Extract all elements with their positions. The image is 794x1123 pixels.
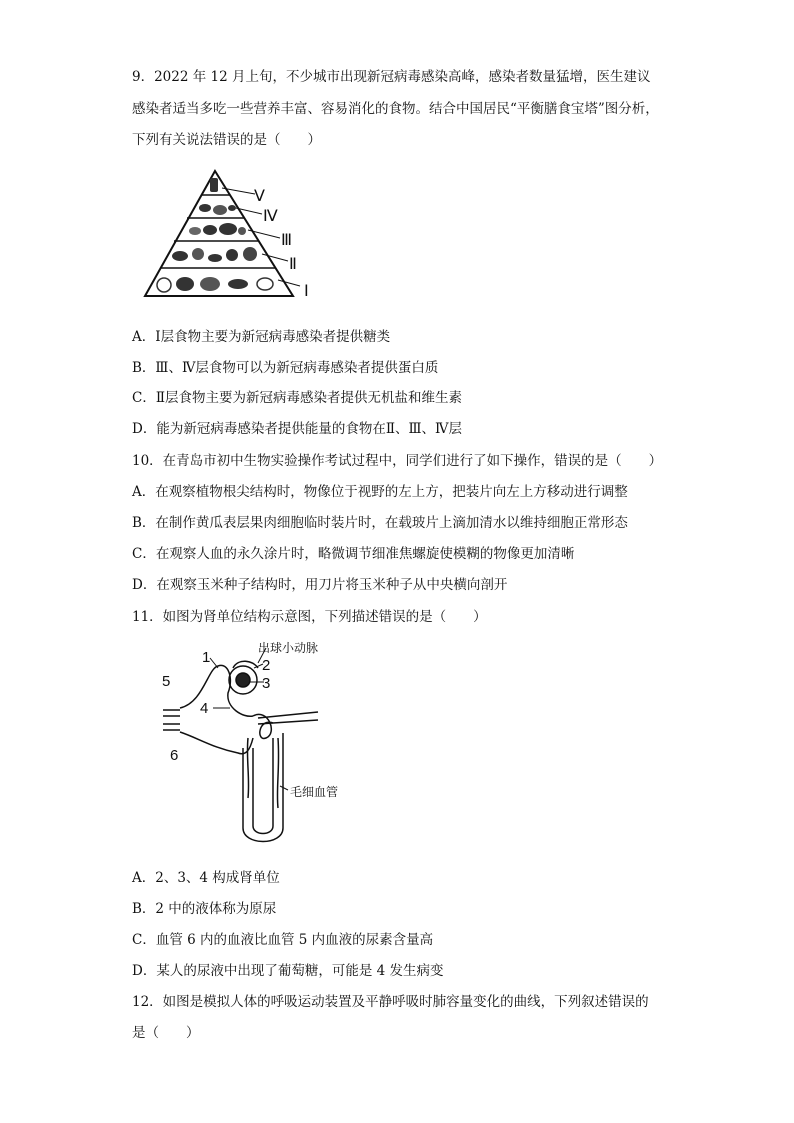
q9-option-d: D．能为新冠病毒感染者提供能量的食物在Ⅱ、Ⅲ、Ⅳ层: [132, 421, 463, 437]
q11-option-a: A．2、3、4 构成肾单位: [132, 870, 280, 886]
pyramid-label-v: Ⅴ: [254, 188, 265, 205]
q10-option-a: A．在观察植物根尖结构时，物像位于视野的左上方，把装片向左上方移动进行调整: [132, 484, 628, 500]
q9-option-c: C．Ⅱ层食物主要为新冠病毒感染者提供无机盐和维生素: [132, 390, 463, 406]
q9-option-b: B．Ⅲ、Ⅳ层食物可以为新冠病毒感染者提供蛋白质: [132, 360, 439, 376]
nephron-label-efferent: 出球小动脉: [258, 641, 319, 655]
q11-option-d: D．某人的尿液中出现了葡萄糖，可能是 4 发生病变: [132, 963, 444, 979]
q9-stem-line-2: 感染者适当多吃一些营养丰富、容易消化的食物。结合中国居民“平衡膳食宝塔”图分析，: [132, 101, 659, 117]
q9-option-a: A．Ⅰ层食物主要为新冠病毒感染者提供糖类: [132, 329, 391, 345]
nephron-label-3: 3: [262, 675, 271, 692]
food-pyramid-figure: [140, 168, 330, 303]
nephron-label-capillary: 毛细血管: [290, 785, 338, 799]
pyramid-label-ii: Ⅱ: [289, 256, 297, 273]
q9-stem-line-1: 9．2022 年 12 月上旬，不少城市出现新冠病毒感染高峰，感染者数量猛增，医生建议: [132, 69, 651, 85]
nephron-label-2: 2: [262, 657, 271, 674]
nephron-figure: [158, 638, 338, 853]
q10-stem: 10．在青岛市初中生物实验操作考试过程中，同学们进行了如下操作，错误的是（ ）: [132, 453, 663, 469]
q11-stem: 11．如图为肾单位结构示意图，下列描述错误的是（ ）: [132, 609, 487, 625]
q12-stem-line-2: 是（ ）: [132, 1025, 200, 1041]
q11-option-c: C．血管 6 内的血液比血管 5 内血液的尿素含量高: [132, 932, 434, 948]
nephron-label-5: 5: [162, 673, 171, 690]
pyramid-label-iii: Ⅲ: [281, 232, 293, 249]
q10-option-c: C．在观察人血的永久涂片时，略微调节细准焦螺旋使模糊的物像更加清晰: [132, 546, 575, 562]
nephron-label-6: 6: [170, 747, 179, 764]
q9-stem-line-3: 下列有关说法错误的是（ ）: [132, 132, 321, 148]
nephron-label-4: 4: [200, 700, 209, 717]
pyramid-label-iv: Ⅳ: [263, 208, 278, 225]
q11-option-b: B．2 中的液体称为原尿: [132, 901, 277, 917]
pyramid-label-i: Ⅰ: [304, 283, 309, 300]
nephron-label-1: 1: [202, 649, 211, 666]
q12-stem-line-1: 12．如图是模拟人体的呼吸运动装置及平静呼吸时肺容量变化的曲线，下列叙述错误的: [132, 994, 649, 1010]
q10-option-d: D．在观察玉米种子结构时，用刀片将玉米种子从中央横向剖开: [132, 577, 508, 593]
q10-option-b: B．在制作黄瓜表层果肉细胞临时装片时，在载玻片上滴加清水以维持细胞正常形态: [132, 515, 628, 531]
